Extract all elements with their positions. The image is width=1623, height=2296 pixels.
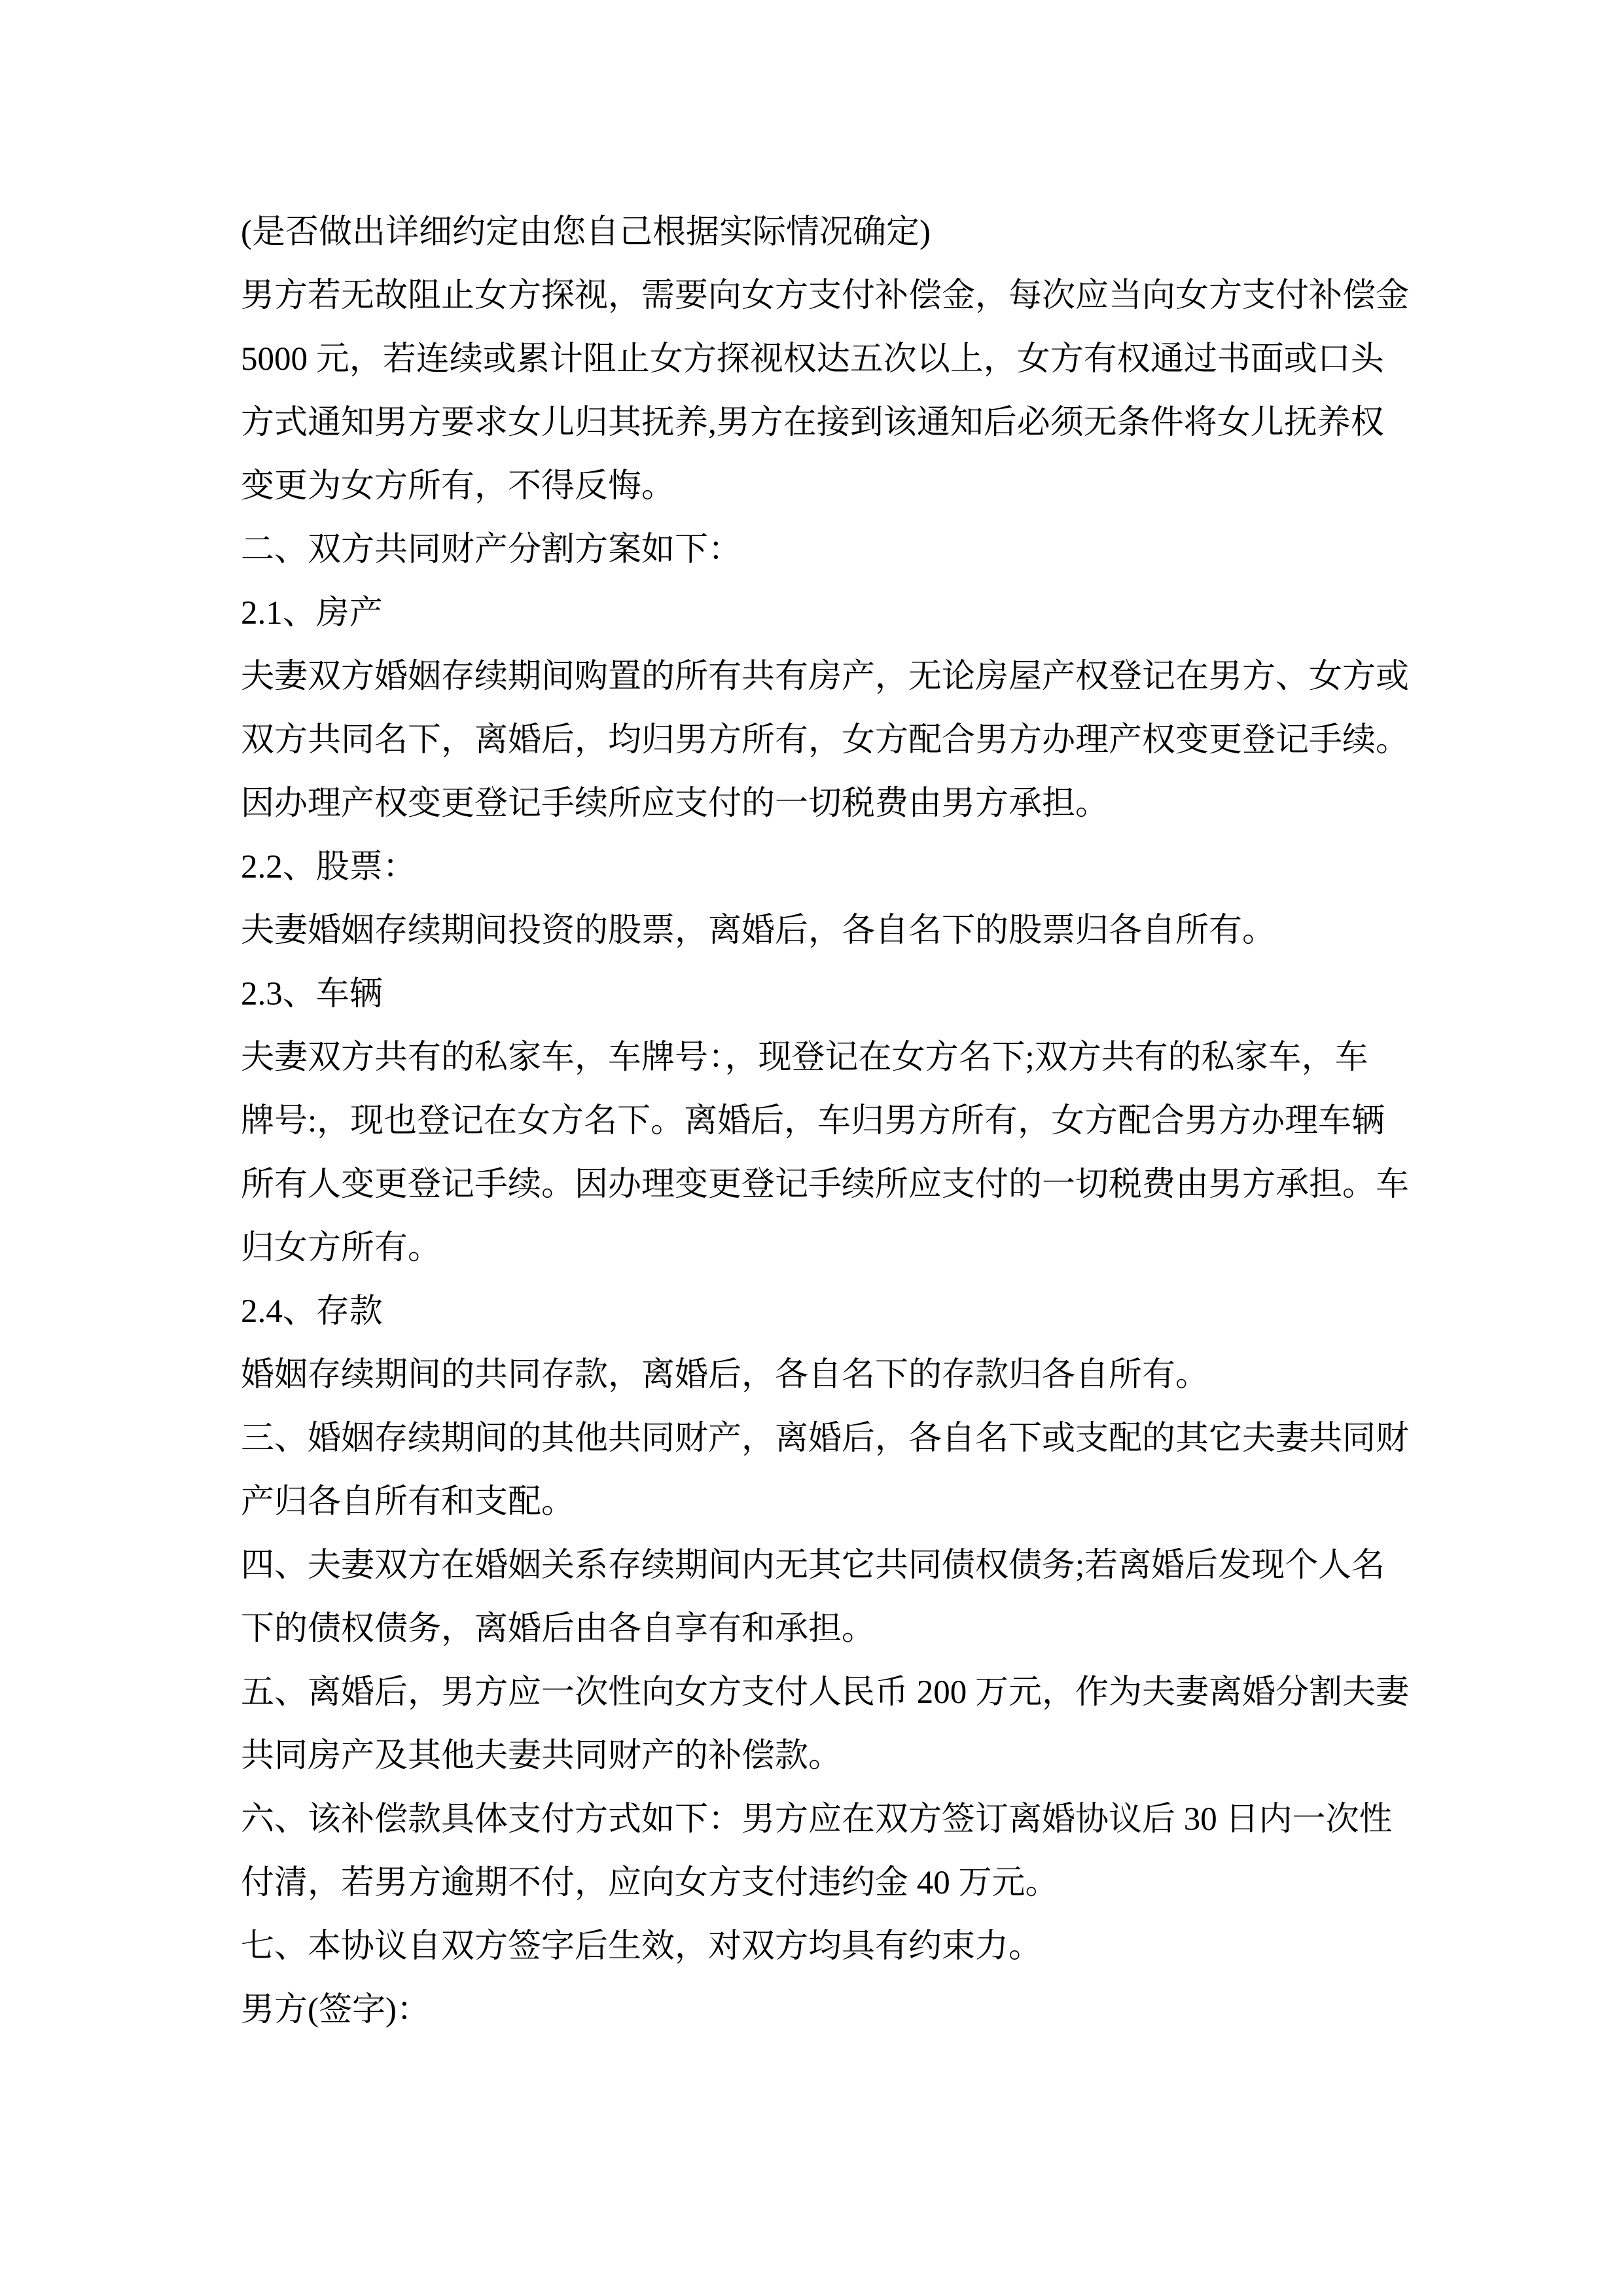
document-line: 因办理产权变更登记手续所应支付的一切税费由男方承担。: [241, 785, 1109, 822]
document-line: 2.3、车辆: [241, 976, 383, 1013]
document-line: 牌号:，现也登记在女方名下。离婚后，车归男方所有，女方配合男方办理车辆: [241, 1103, 1385, 1139]
document-line: 二、双方共同财产分割方案如下：: [241, 531, 742, 568]
document-line: 下的债权债务，离婚后由各自享有和承担。: [241, 1611, 876, 1647]
document-line: 男方若无故阻止女方探视，需要向女方支付补偿金，每次应当向女方支付补偿金: [241, 278, 1410, 314]
document-line: 方式通知男方要求女儿归其抚养,男方在接到该通知后必须无条件将女儿抚养权: [241, 404, 1384, 441]
document-content: [241, 201, 1419, 2042]
document-line: 五、离婚后，男方应一次性向女方支付人民币 200 万元，作为夫妻离婚分割夫妻: [241, 1674, 1410, 1711]
document-line: 共同房产及其他夫妻共同财产的补偿款。: [241, 1738, 842, 1774]
document-line: 夫妻双方共有的私家车，车牌号：，现登记在女方名下;双方共有的私家车，车: [241, 1039, 1368, 1076]
document-line: 夫妻婚姻存续期间投资的股票，离婚后，各自名下的股票归各自所有。: [241, 912, 1276, 949]
document-line: 七、本协议自双方签字后生效，对双方均具有约束力。: [241, 1928, 1043, 1965]
document-line: (是否做出详细约定由您自己根据实际情况确定): [241, 214, 931, 251]
document-line: 四、夫妻双方在婚姻关系存续期间内无其它共同债权债务;若离婚后发现个人名: [241, 1547, 1385, 1584]
document-line: 2.1、房产: [241, 595, 383, 632]
document-line: 六、该补偿款具体支付方式如下：男方应在双方签订离婚协议后 30 日内一次性: [241, 1801, 1393, 1838]
document-line: 产归各自所有和支配。: [241, 1484, 575, 1520]
document-line: 5000 元，若连续或累计阻止女方探视权达五次以上，女方有权通过书面或口头: [241, 341, 1384, 378]
document-line: 男方(签字)：: [241, 1992, 430, 2028]
document-line: 2.2、股票：: [241, 849, 416, 886]
document-line: 婚姻存续期间的共同存款，离婚后，各自名下的存款归各自所有。: [241, 1357, 1209, 1393]
document-line: 变更为女方所有，不得反悔。: [241, 468, 675, 505]
document-line: 归女方所有。: [241, 1230, 442, 1266]
document-line: 夫妻双方婚姻存续期间购置的所有共有房产，无论房屋产权登记在男方、女方或: [241, 658, 1410, 695]
document-line: 三、婚姻存续期间的其他共同财产，离婚后，各自名下或支配的其它夫妻共同财: [241, 1420, 1410, 1457]
document-line: 付清，若男方逾期不付，应向女方支付违约金 40 万元。: [241, 1865, 1059, 1901]
document-line: 2.4、存款: [241, 1293, 383, 1330]
document-line: 双方共同名下，离婚后，均归男方所有，女方配合男方办理产权变更登记手续。: [241, 722, 1410, 759]
document-line: 所有人变更登记手续。因办理变更登记手续所应支付的一切税费由男方承担。车: [241, 1166, 1410, 1203]
